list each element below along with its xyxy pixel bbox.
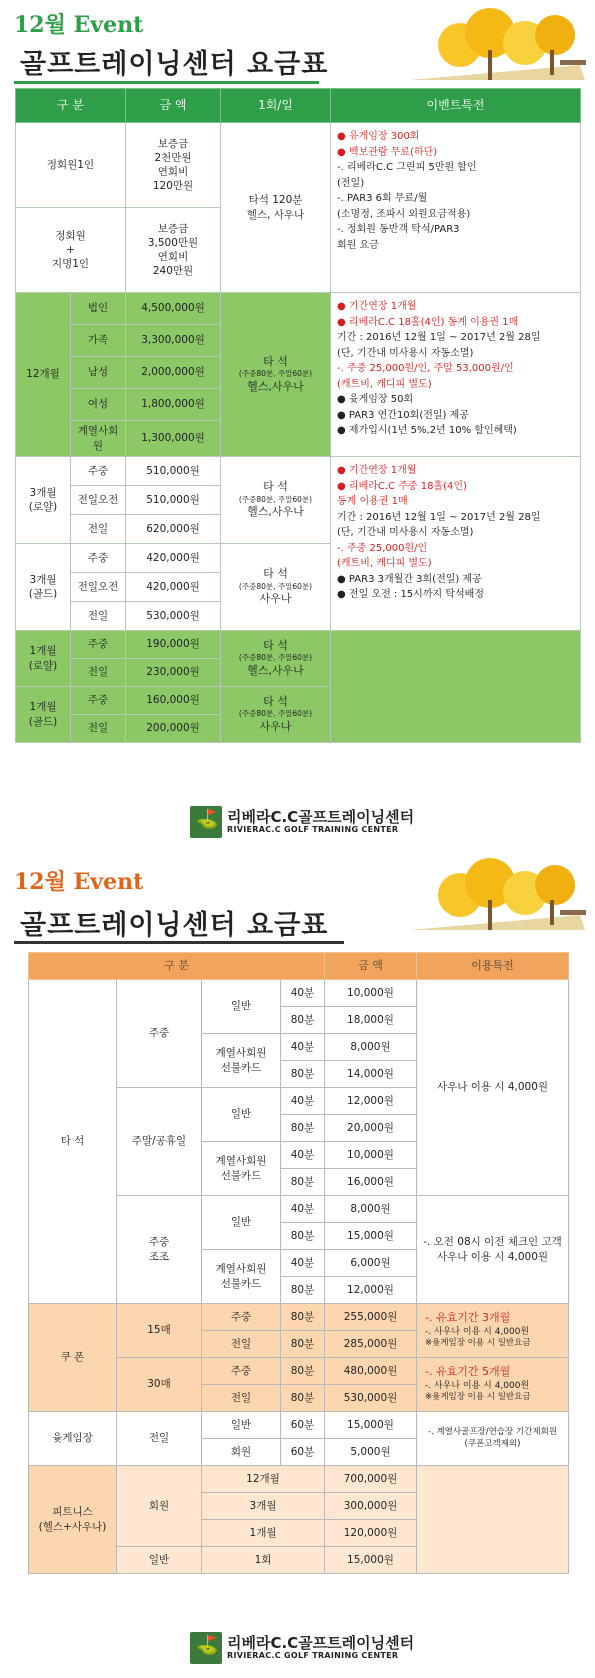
tasuk-general: 일반: [202, 980, 281, 1034]
fitness-benefit-empty: [417, 1466, 569, 1574]
time-cell: 40분: [281, 1196, 325, 1223]
coupon-15-benefit: -. 유효기간 3개월 -. 사우나 이용 시 4,000원 ※윷게임장 이용 시 일반요금: [417, 1304, 569, 1358]
coupon-label: 쿠 폰: [29, 1304, 117, 1412]
m12-type: 법인: [71, 293, 126, 325]
m3gold-type: 주중: [71, 544, 126, 573]
time-cell: 80분: [281, 1385, 325, 1412]
tasuk-general: 일반: [202, 1196, 281, 1250]
coupon-15: 15매: [117, 1304, 202, 1358]
time-cell: 40분: [281, 980, 325, 1007]
time-cell: 40분: [281, 1034, 325, 1061]
section2-header: [0, 855, 595, 940]
price-cell: 14,000원: [325, 1061, 417, 1088]
time-cell: 40분: [281, 1088, 325, 1115]
coupon-30: 30매: [117, 1358, 202, 1412]
header-category: 구 분: [29, 953, 325, 980]
day-cell: 주중: [202, 1358, 281, 1385]
time-cell: 80분: [281, 1358, 325, 1385]
m3gold-price: 530,000원: [126, 602, 221, 631]
type-cell: 회원: [202, 1439, 281, 1466]
m3gold-label: 3개월 (골드): [16, 544, 71, 631]
price-cell: 16,000원: [325, 1169, 417, 1196]
price-cell: 8,000원: [325, 1196, 417, 1223]
header-amount: 금 액: [126, 89, 221, 123]
m3royal-price: 510,000원: [126, 486, 221, 515]
m1gold-price: 200,000원: [126, 715, 221, 743]
m3gold-type: 전일오전: [71, 573, 126, 602]
tasuk-affiliate: 계열사회원 선불카드: [202, 1142, 281, 1196]
m3royal-price: 620,000원: [126, 515, 221, 544]
price-cell: 700,000원: [325, 1466, 417, 1493]
m1royal-usage: 타 석 (주중80분, 주말60분) 헬스,사우나: [221, 631, 331, 687]
time-cell: 60분: [281, 1412, 325, 1439]
m3gold-price: 420,000원: [126, 544, 221, 573]
m1-benefits-empty: [331, 631, 581, 743]
m12-type: 계열사회원: [71, 421, 126, 457]
m12-price: 4,500,000원: [126, 293, 221, 325]
yut-benefit: -. 계열사골프장/연습장 기간제회원 (쿠폰고객제외): [417, 1412, 569, 1466]
price-cell: 480,000원: [325, 1358, 417, 1385]
m1gold-type: 주중: [71, 687, 126, 715]
regular-benefits: ● 유게임장 300회 ● 백보관람 무료(하단) -. 리베라C.C 그린피 5만원 할인 (전일) -. PAR3 6회 무료/월 (소명정, 조파시 외원요금적용) -. 정회원 동반객 탁석/PAR3 회원 요금: [331, 123, 581, 293]
regular-member-label: 정회원1인: [16, 123, 126, 208]
fitness-member: 회원: [117, 1466, 202, 1547]
header-usage: 1회/일: [221, 89, 331, 123]
golfer-logo-icon: ⛳: [190, 1632, 222, 1664]
m3royal-price: 510,000원: [126, 457, 221, 486]
time-cell: 80분: [281, 1115, 325, 1142]
m12-usage: 타 석 (주중80분, 주말60분) 헬스,사우나: [221, 293, 331, 457]
logo-english-text: RIVIERAC.C GOLF TRAINING CENTER: [227, 1651, 399, 1660]
type-cell: 일반: [202, 1412, 281, 1439]
regular-plus-amount: 보증금 3,500만원 연회비 240만원: [126, 208, 221, 293]
event-title: 12월 Event: [14, 869, 144, 895]
m3gold-usage: 타 석 (주중80분, 주말60분) 사우나: [221, 544, 331, 631]
tasuk-label: 타 석: [29, 980, 117, 1304]
price-cell: 5,000원: [325, 1439, 417, 1466]
tasuk-affiliate: 계열사회원 선불카드: [202, 1034, 281, 1088]
period-cell: 3개월: [202, 1493, 325, 1520]
tasuk-general: 일반: [202, 1088, 281, 1142]
m1gold-price: 160,000원: [126, 687, 221, 715]
time-cell: 80분: [281, 1304, 325, 1331]
period-cell: 1회: [202, 1547, 325, 1574]
regular-usage: 타석 120분 헬스, 사우나: [221, 123, 331, 293]
time-cell: 80분: [281, 1169, 325, 1196]
logo-korean-text: 리베라C.C골프트레이닝센터: [227, 808, 415, 826]
coupon-30-benefit: -. 유효기간 5개월 -. 사우나 이용 시 4,000원 ※윷게임장 이용 시 일반요금: [417, 1358, 569, 1412]
price-cell: 255,000원: [325, 1304, 417, 1331]
m12-type: 남성: [71, 357, 126, 389]
header-benefit: 이용특전: [417, 953, 569, 980]
tasuk-benefit1: 사우나 이용 시 4,000원: [417, 980, 569, 1196]
tasuk-weekend: 주말/공휴일: [117, 1088, 202, 1196]
m12-price: 1,800,000원: [126, 389, 221, 421]
regular-plus-label: 정회원 + 지명1인: [16, 208, 126, 293]
m1gold-label: 1개월 (골드): [16, 687, 71, 743]
tasuk-affiliate: 계열사회원 선불카드: [202, 1250, 281, 1304]
time-cell: 60분: [281, 1439, 325, 1466]
m12-type: 가족: [71, 325, 126, 357]
price-cell: 8,000원: [325, 1034, 417, 1061]
header-event-benefit: 이벤트특전: [331, 89, 581, 123]
time-cell: 80분: [281, 1061, 325, 1088]
day-cell: 전일: [202, 1331, 281, 1358]
m1royal-label: 1개월 (로얄): [16, 631, 71, 687]
time-cell: 80분: [281, 1331, 325, 1358]
logo-korean-text: 리베라C.C골프트레이닝센터: [227, 1634, 415, 1652]
tasuk-benefit2: -. 오전 08시 이전 체크인 고객 사우나 이용 시 4,000원: [417, 1196, 569, 1304]
autumn-tree-illustration: [400, 5, 590, 85]
price-cell: 15,000원: [325, 1547, 417, 1574]
m1gold-usage: 타 석 (주중80분, 주말60분) 사우나: [221, 687, 331, 743]
m12-price: 3,300,000원: [126, 325, 221, 357]
m12-price: 1,300,000원: [126, 421, 221, 457]
m3royal-type: 전일오전: [71, 486, 126, 515]
riviera-logo: [190, 806, 420, 840]
m3royal-label: 3개월 (로얄): [16, 457, 71, 544]
price-cell: 15,000원: [325, 1412, 417, 1439]
m3royal-type: 주중: [71, 457, 126, 486]
riviera-logo: [190, 1632, 420, 1666]
m3gold-price: 420,000원: [126, 573, 221, 602]
m3-benefits: ● 기간연장 1개월 ● 리베라C.C 주중 18홀(4인) 동계 이용권 1매 기간 : 2016년 12월 1일 ~ 2017년 2월 28일 (단, 기간내 미사용시 자동소멸) -. 주중 25,000원/인 (캐트비, 캐디피 별도) ● PAR3 3개월간 3회(전일) 제공 ● 전일 오전 : 15시까지 탁석배정: [331, 457, 581, 631]
logo-english-text: RIVIERAC.C GOLF TRAINING CENTER: [227, 825, 399, 834]
usage-fee-table: [28, 952, 569, 1574]
m1royal-price: 190,000원: [126, 631, 221, 659]
fitness-general: 일반: [117, 1547, 202, 1574]
m3gold-type: 전일: [71, 602, 126, 631]
m12-benefits: ● 기간연장 1개월 ● 리베라C.C 18홀(4인) 동계 이용권 1매 기간 : 2016년 12월 1일 ~ 2017년 2월 28일 (단, 기간내 미사용시 자동소멸) -. 주중 25,000원/인, 주말 53,000원/인 (캐트비, 캐디피 별도) ● 윳게임장 50회 ● PAR3 연간10회(전일) 제공 ● 제가입시(1년 5%,2년 10% 할인혜택): [331, 293, 581, 457]
price-cell: 300,000원: [325, 1493, 417, 1520]
table-row: [16, 123, 581, 208]
m1royal-type: 전일: [71, 659, 126, 687]
m12-price: 2,000,000원: [126, 357, 221, 389]
header-category: 구 분: [16, 89, 126, 123]
section1-header: [0, 0, 595, 85]
event-title: 12월 Event: [14, 12, 144, 38]
m1gold-type: 전일: [71, 715, 126, 743]
membership-fee-table: [15, 88, 581, 743]
yut-label: 윷게임장: [29, 1412, 117, 1466]
price-cell: 530,000원: [325, 1385, 417, 1412]
day-cell: 전일: [202, 1385, 281, 1412]
m1royal-type: 주중: [71, 631, 126, 659]
m3royal-usage: 타 석 (주중80분, 주말60분) 헬스,사우나: [221, 457, 331, 544]
tasuk-weekday: 주중: [117, 980, 202, 1088]
time-cell: 80분: [281, 1277, 325, 1304]
price-cell: 18,000원: [325, 1007, 417, 1034]
m12-label: 12개월: [16, 293, 71, 457]
m1royal-price: 230,000원: [126, 659, 221, 687]
golfer-logo-icon: ⛳: [190, 806, 222, 838]
header-amount: 금 액: [325, 953, 417, 980]
time-cell: 40분: [281, 1250, 325, 1277]
time-cell: 80분: [281, 1223, 325, 1250]
yut-day: 전일: [117, 1412, 202, 1466]
title-underline: [14, 941, 344, 944]
price-cell: 6,000원: [325, 1250, 417, 1277]
day-cell: 주중: [202, 1304, 281, 1331]
price-cell: 12,000원: [325, 1277, 417, 1304]
regular-member-amount: 보증금 2천만원 연회비 120만원: [126, 123, 221, 208]
time-cell: 80분: [281, 1007, 325, 1034]
page-title: 골프트레이닝센터 요금표: [20, 49, 329, 80]
price-cell: 12,000원: [325, 1088, 417, 1115]
period-cell: 1개월: [202, 1520, 325, 1547]
price-cell: 10,000원: [325, 1142, 417, 1169]
autumn-tree-illustration: [400, 855, 590, 935]
price-cell: 10,000원: [325, 980, 417, 1007]
m3royal-type: 전일: [71, 515, 126, 544]
period-cell: 12개월: [202, 1466, 325, 1493]
fitness-label: 피트니스 (헬스+사우나): [29, 1466, 117, 1574]
page-title: 골프트레이닝센터 요금표: [20, 910, 329, 941]
price-cell: 120,000원: [325, 1520, 417, 1547]
price-cell: 285,000원: [325, 1331, 417, 1358]
tasuk-morning: 주중 조조: [117, 1196, 202, 1304]
price-cell: 15,000원: [325, 1223, 417, 1250]
m12-type: 여성: [71, 389, 126, 421]
time-cell: 40분: [281, 1142, 325, 1169]
title-underline: [14, 81, 319, 84]
price-cell: 20,000원: [325, 1115, 417, 1142]
